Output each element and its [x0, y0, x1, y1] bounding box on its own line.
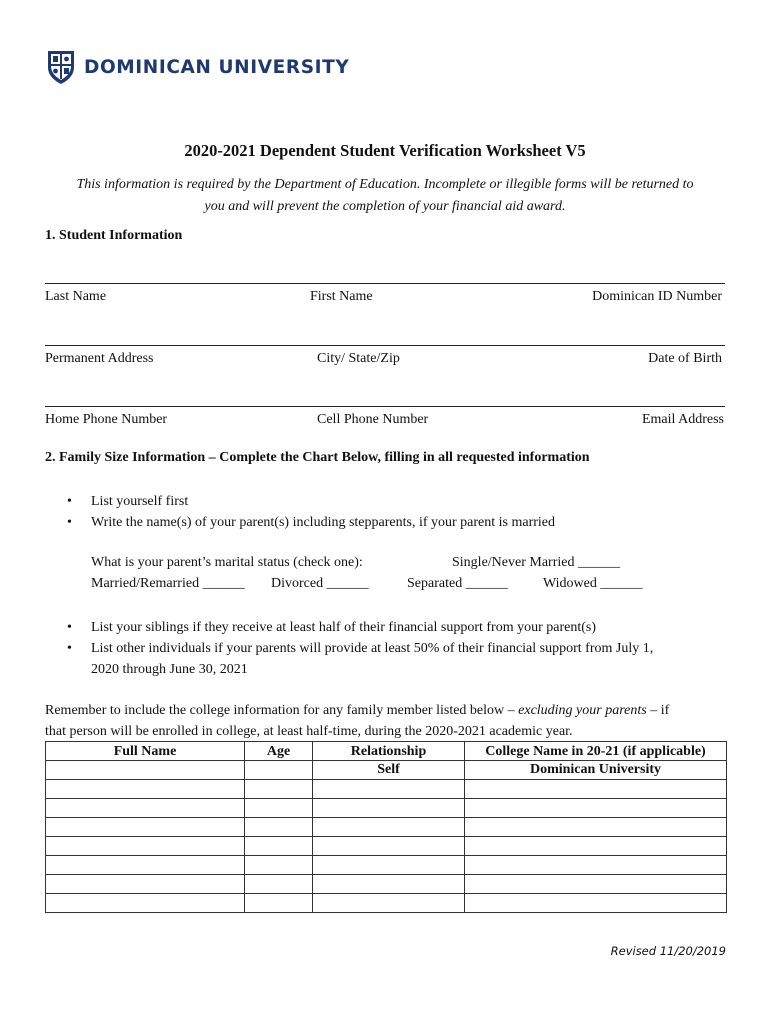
cell-relationship[interactable]: Self [313, 761, 465, 780]
college-name-header: College Name in 20-21 (if applicable) [465, 742, 727, 761]
table-cell[interactable] [245, 818, 313, 837]
instruction-list-a [45, 491, 735, 533]
list-item-text: List other individuals if your parents will provide at least 50% of their financial support from July 1, [91, 641, 654, 656]
list-item: • Write the name(s) of your parent(s) including stepparents, if your parent is married [45, 512, 735, 533]
intro-text [40, 174, 730, 218]
table-cell[interactable] [245, 875, 313, 894]
table-header-row [46, 742, 727, 761]
page-title: 2020-2021 Dependent Student Verification Worksheet V5 [184, 141, 586, 160]
table-cell[interactable] [46, 780, 245, 799]
table-cell[interactable] [465, 875, 727, 894]
remember-emphasis: excluding your parents [518, 703, 647, 718]
first-name-label: First Name [310, 289, 373, 304]
university-crest-icon [46, 49, 76, 85]
remember-text-line-2: that person will be enrolled in college, at least half-time, during the 2020-2021 academic year. [45, 724, 573, 739]
cell-college[interactable]: Dominican University [465, 761, 727, 780]
table-cell[interactable] [313, 875, 465, 894]
email-address-label: Email Address [641, 412, 724, 427]
table-cell[interactable] [46, 875, 245, 894]
table-row [46, 875, 727, 894]
section-2-heading: 2. Family Size Information – Complete the Chart Below, filling in all requested information [45, 450, 590, 465]
field-line-row-3[interactable] [45, 406, 725, 407]
table-row [46, 799, 727, 818]
table-cell[interactable] [313, 799, 465, 818]
field-line-row-2[interactable] [45, 345, 725, 346]
list-item [45, 638, 735, 680]
table-cell[interactable] [46, 894, 245, 913]
table-cell[interactable] [465, 780, 727, 799]
list-item-text-cont: 2020 through June 30, 2021 [91, 662, 248, 677]
logo-text: DOMINICAN UNIVERSITY [84, 56, 350, 78]
field-line-row-1[interactable] [45, 283, 725, 284]
city-state-zip-label: City/ State/Zip [317, 351, 400, 366]
remember-text-end: – if [646, 703, 670, 718]
section-1-heading: 1. Student Information [45, 228, 183, 243]
cell-age[interactable] [245, 761, 313, 780]
full-name-header: Full Name [46, 742, 245, 761]
table-row [46, 761, 727, 780]
option-married[interactable]: Married/Remarried ______ [91, 576, 245, 591]
table-row [46, 894, 727, 913]
instruction-list-b [45, 617, 735, 680]
remember-text: Remember to include the college information for any family member listed below – [45, 703, 519, 718]
table-cell[interactable] [245, 856, 313, 875]
table-cell[interactable] [245, 799, 313, 818]
table-cell[interactable] [465, 818, 727, 837]
revised-date: Revised 11/20/2019 [610, 944, 726, 958]
table-row [46, 837, 727, 856]
table-row [46, 856, 727, 875]
table-row [46, 780, 727, 799]
table-cell[interactable] [313, 856, 465, 875]
table-cell[interactable] [245, 894, 313, 913]
table-cell[interactable] [465, 837, 727, 856]
table-cell[interactable] [313, 837, 465, 856]
table-cell[interactable] [465, 799, 727, 818]
intro-line-1: This information is required by the Department of Education. Incomplete or illegible forms will be returned to [76, 177, 694, 192]
list-item: • List your siblings if they receive at least half of their financial support from your parent(s) [45, 617, 735, 638]
home-phone-label: Home Phone Number [45, 412, 168, 427]
dominican-id-label: Dominican ID Number [592, 289, 722, 304]
table-cell[interactable] [465, 856, 727, 875]
table-cell[interactable] [46, 818, 245, 837]
table-cell[interactable] [46, 837, 245, 856]
table-cell[interactable] [245, 837, 313, 856]
intro-line-2: you and will prevent the completion of your financial aid award. [204, 199, 566, 214]
table-cell[interactable] [313, 818, 465, 837]
table-cell[interactable] [313, 780, 465, 799]
option-widowed[interactable]: Widowed ______ [543, 576, 643, 591]
table-cell[interactable] [46, 856, 245, 875]
option-separated[interactable]: Separated ______ [407, 576, 508, 591]
permanent-address-label: Permanent Address [45, 351, 154, 366]
table-cell[interactable] [46, 799, 245, 818]
cell-phone-label: Cell Phone Number [317, 412, 429, 427]
cell-full-name[interactable] [46, 761, 245, 780]
date-of-birth-label: Date of Birth [648, 351, 722, 366]
relationship-header: Relationship [313, 742, 465, 761]
option-divorced[interactable]: Divorced ______ [271, 576, 369, 591]
option-single[interactable]: Single/Never Married ______ [452, 555, 620, 570]
table-cell[interactable] [313, 894, 465, 913]
age-header: Age [245, 742, 313, 761]
last-name-label: Last Name [45, 289, 107, 304]
table-cell[interactable] [245, 780, 313, 799]
table-cell[interactable] [465, 894, 727, 913]
remember-note [45, 700, 735, 742]
university-logo [46, 48, 349, 86]
family-table [45, 741, 727, 913]
marital-status-question: What is your parent’s marital status (check one): [91, 555, 363, 570]
list-item: • List yourself first [45, 491, 735, 512]
table-row [46, 818, 727, 837]
